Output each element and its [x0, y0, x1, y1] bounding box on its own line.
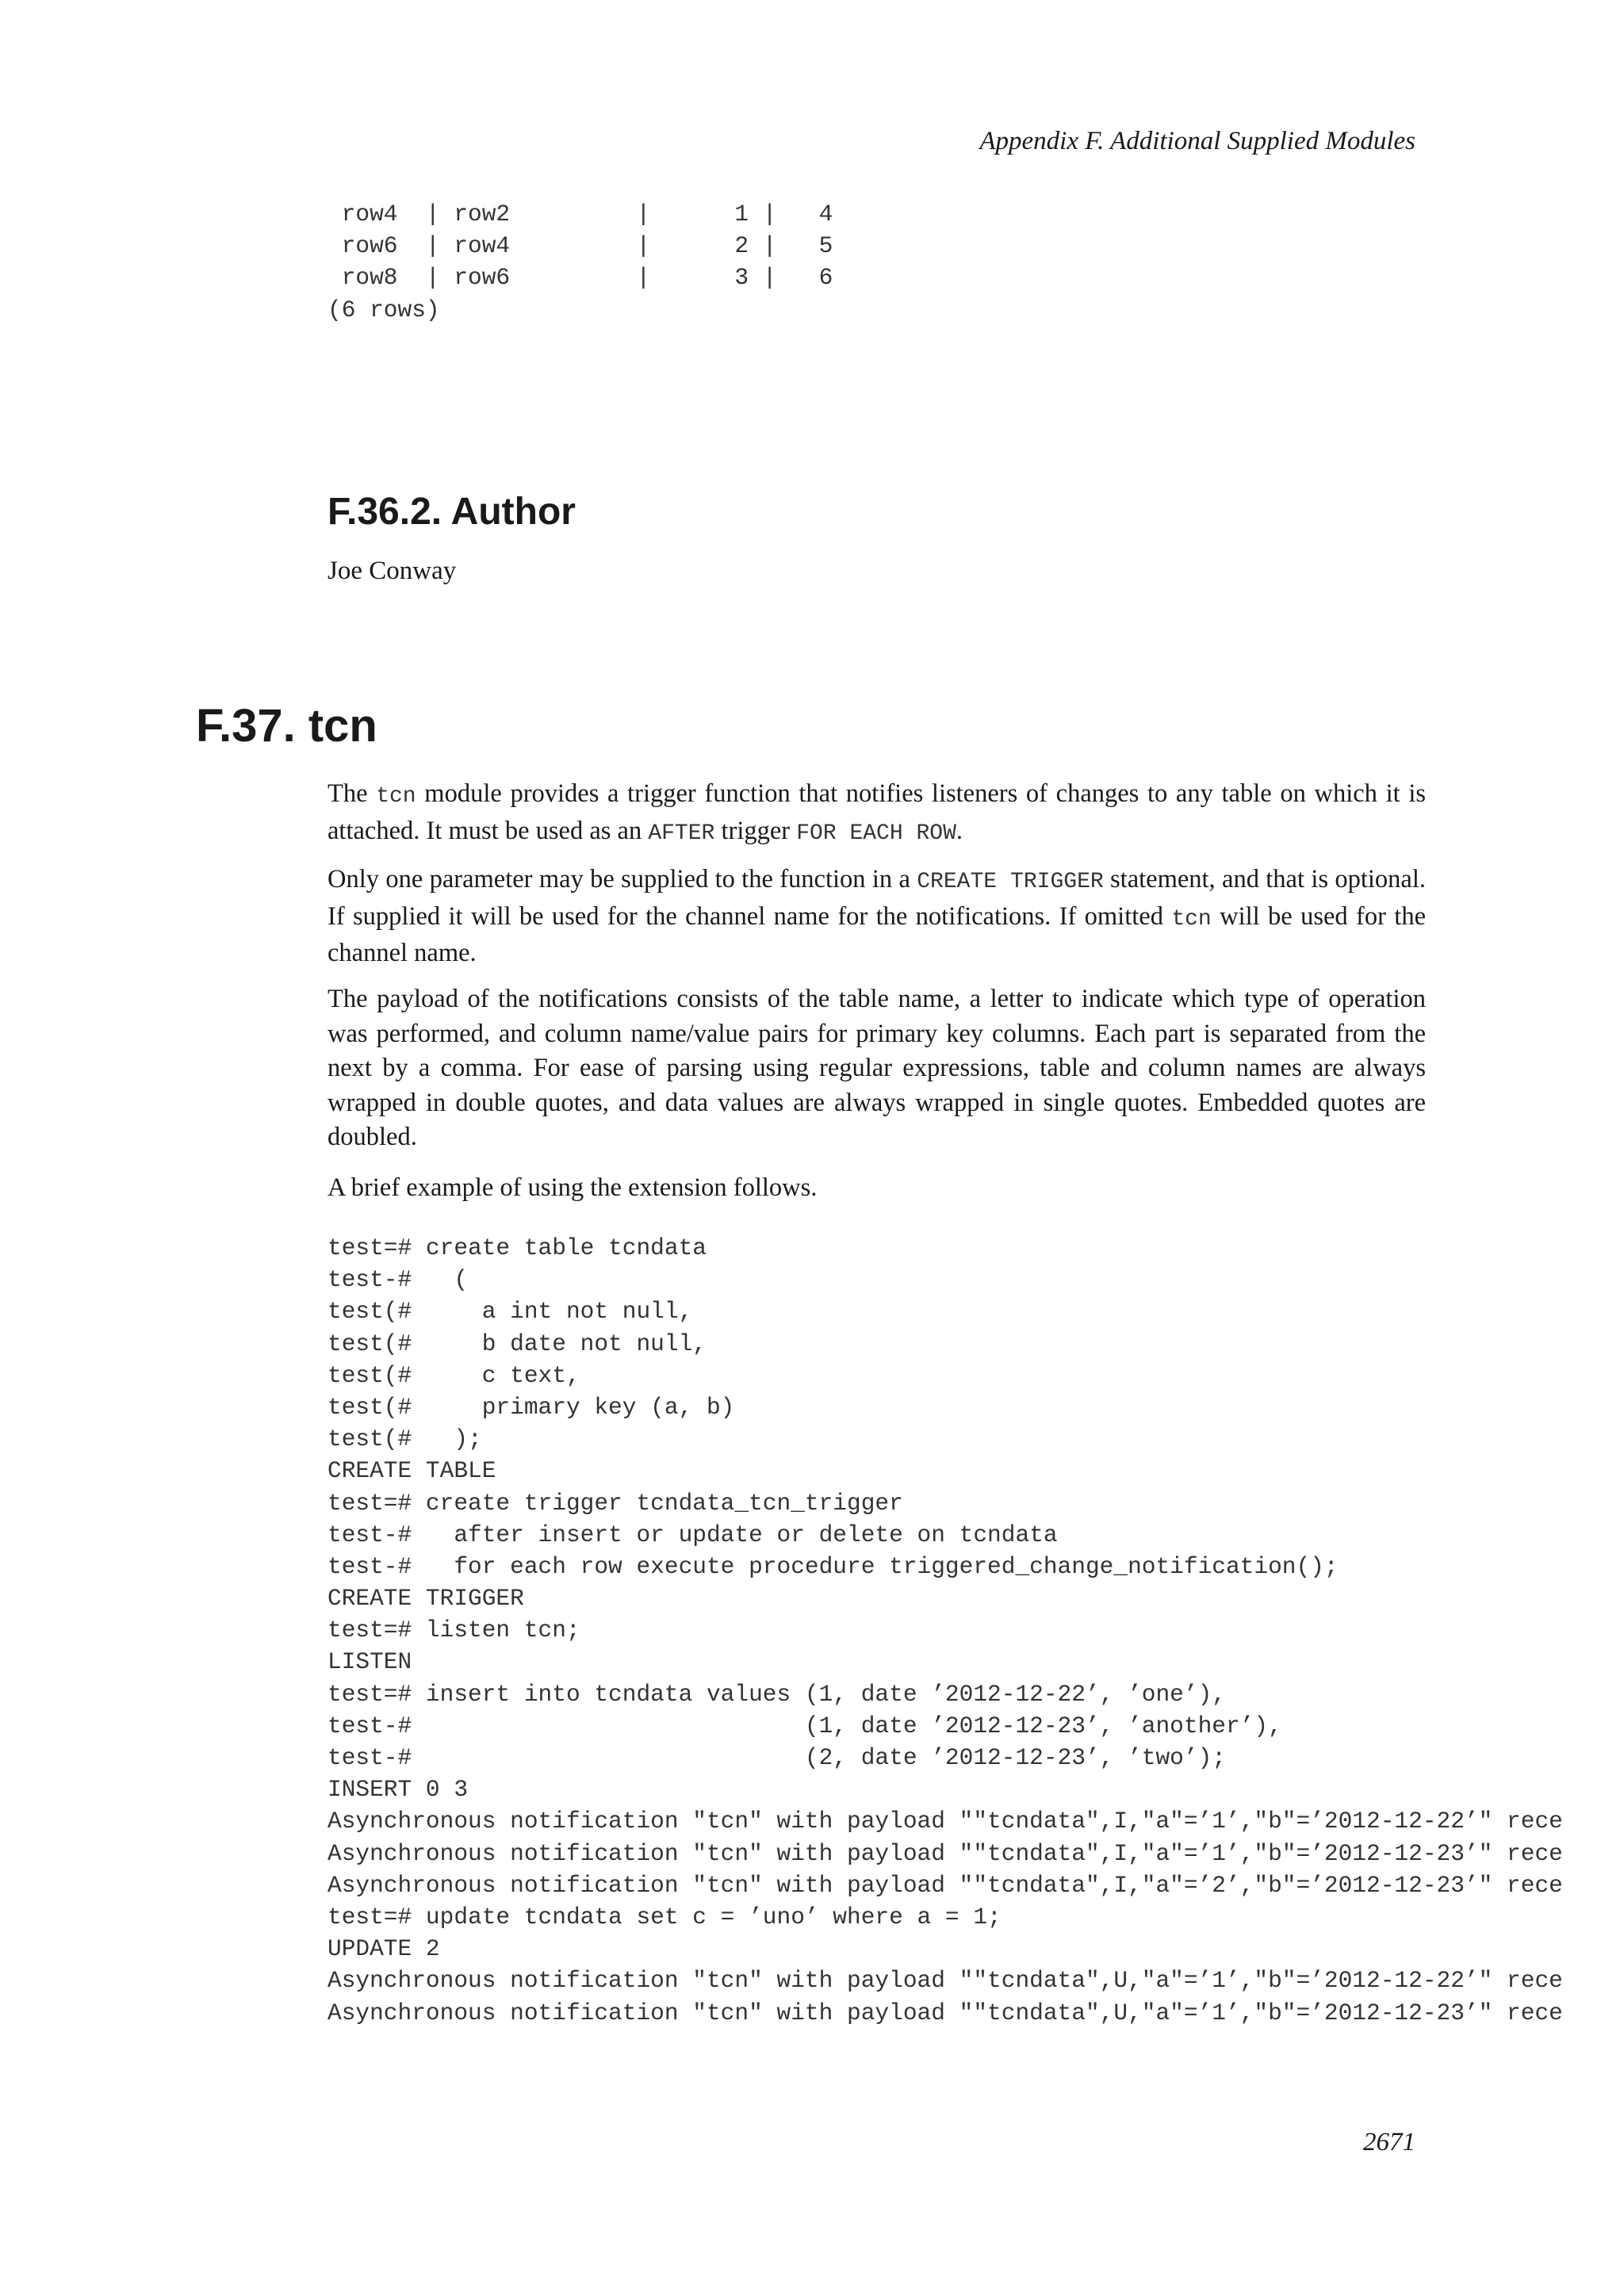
- listing-line: test=# insert into tcndata values (1, date ’2012-12-22’, ’one’),: [327, 1680, 1226, 1708]
- tcn-parameter-paragraph: [327, 863, 1426, 971]
- listing-line: test(# a int not null,: [327, 1298, 693, 1326]
- author-section-title: F.36.2. Author: [327, 491, 576, 533]
- text-run: statement, and that is optional. If supplied it will be used for the channel name for the notifications. If omitted: [327, 865, 1426, 931]
- example-listing: [327, 1232, 1563, 2029]
- literal-tcn: tcn: [376, 784, 416, 809]
- listing-line: test-# for each row execute procedure triggered_change_notification();: [327, 1552, 1339, 1580]
- result-rows-listing: [327, 198, 833, 326]
- text-run: will be used for the channel name.: [327, 901, 1426, 967]
- author-name: Joe Conway: [327, 557, 457, 585]
- listing-line: row8 | row6 | 3 | 6: [327, 264, 833, 292]
- listing-line: test(# c text,: [327, 1361, 580, 1389]
- listing-line: test-# after insert or update or delete on tcndata: [327, 1521, 1058, 1548]
- literal-after: AFTER: [648, 821, 715, 846]
- listing-line: INSERT 0 3: [327, 1776, 469, 1804]
- listing-line: test-# (1, date ’2012-12-23’, ’another’),: [327, 1712, 1282, 1739]
- listing-line: test(# primary key (a, b): [327, 1393, 735, 1421]
- listing-line: test=# create trigger tcndata_tcn_trigger: [327, 1489, 903, 1517]
- listing-line: LISTEN: [327, 1648, 412, 1676]
- page-number: 2671: [1363, 2128, 1415, 2156]
- tcn-payload-paragraph: The payload of the notifications consists of the table name, a letter to indicate which type of operation was performed, and column name/value pairs for primary key columns. Each part is separated from the next by a comma. For ease of parsing using regular expressions, table and column names are always wrapped in double quotes, and data values are always wrapped in single quotes. Embedded quotes are doubled.: [327, 985, 1426, 1151]
- listing-line: test-# (: [327, 1266, 469, 1294]
- listing-line: test(# b date not null,: [327, 1330, 707, 1357]
- text-run: trigger: [714, 816, 797, 845]
- tcn-example-intro: A brief example of using the extension follows.: [327, 1173, 818, 1202]
- listing-line: Asynchronous notification "tcn" with payload ""tcndata",I,"a"=’2’,"b"=’2012-12-23’" rece: [327, 1871, 1563, 1899]
- text-run: .: [956, 816, 963, 845]
- tcn-intro-paragraph: [327, 777, 1426, 851]
- tcn-section-title: F.37. tcn: [196, 700, 377, 752]
- listing-line: row6 | row4 | 2 | 5: [327, 232, 833, 260]
- listing-line: test(# );: [327, 1425, 482, 1453]
- listing-line: CREATE TABLE: [327, 1457, 496, 1485]
- text-run: The: [327, 779, 377, 808]
- listing-line: Asynchronous notification "tcn" with payload ""tcndata",U,"a"=’1’,"b"=’2012-12-23’" rece: [327, 1999, 1563, 2026]
- listing-line: test=# create table tcndata: [327, 1234, 707, 1261]
- listing-line: Asynchronous notification "tcn" with payload ""tcndata",I,"a"=’1’,"b"=’2012-12-22’" rece: [327, 1808, 1563, 1835]
- listing-line: UPDATE 2: [327, 1935, 440, 1963]
- listing-line: row4 | row2 | 1 | 4: [327, 201, 833, 228]
- listing-line: Asynchronous notification "tcn" with payload ""tcndata",U,"a"=’1’,"b"=’2012-12-22’" rece: [327, 1967, 1563, 1995]
- running-header: Appendix F. Additional Supplied Modules: [979, 127, 1415, 155]
- listing-line: CREATE TRIGGER: [327, 1585, 524, 1613]
- listing-line: test=# update tcndata set c = ’uno’ where a = 1;: [327, 1903, 1002, 1931]
- listing-line: test=# listen tcn;: [327, 1617, 580, 1644]
- listing-line: (6 rows): [327, 296, 440, 323]
- listing-line: test-# (2, date ’2012-12-23’, ’two’);: [327, 1744, 1226, 1771]
- listing-line: Asynchronous notification "tcn" with payload ""tcndata",I,"a"=’1’,"b"=’2012-12-23’" rece: [327, 1839, 1563, 1867]
- text-run: Only one parameter may be supplied to the function in a: [327, 865, 917, 894]
- literal-for-each-row: FOR EACH ROW: [796, 821, 956, 846]
- text-run: module provides a trigger function that notifies listeners of changes to any table on which it is attached. It must be used as an: [327, 779, 1426, 845]
- literal-tcn: tcn: [1171, 906, 1212, 932]
- literal-create-trigger: CREATE TRIGGER: [917, 870, 1104, 894]
